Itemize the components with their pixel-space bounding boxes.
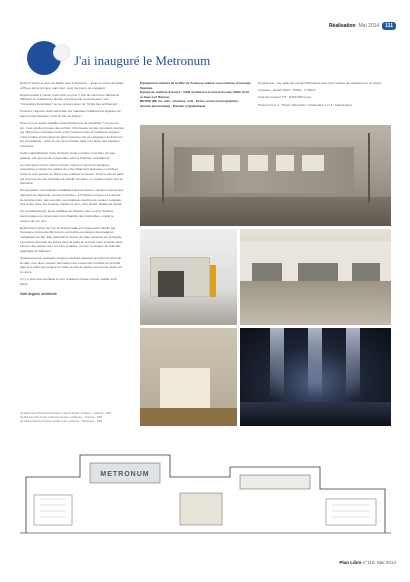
body-paragraph: Le volumétrie est un volume simple, creusé et percé de quelques ouvertures. Lorsque les parties du cube initial sont enlevées ou évidées, celles-ci sont peintes en blanc pour marquer la césure. C'est le cas du patio qui reçoit un lieu de circulation à échelle humaine, un espace inséré tout en intériorité. xyxy=(20,162,124,186)
fact-line: Programme : une salle de concert 600 places avec trois studios de répétitions et un studio xyxy=(258,81,382,85)
body-paragraph: Judicieusement, quelques longues marches apparent la fusion du fond de la salle. Ces deux niveaux permettent aux personnes mobiles en sécurité plan et à celles qui veulent un vaste au bar de garder une bonne vision sur la scène. xyxy=(20,255,123,274)
lit-wall xyxy=(160,368,210,408)
body-paragraph: Pourtant, l'agence GGR sait traiter les matériaux traditionnels ligneaux de façon contemporaine, mais ici pas de brique ! xyxy=(20,109,121,118)
body-paragraph: Ce sont Monoboyé, jaune outillage de l'Electro, dès vu que (Toulées électroniques ou récemment à la Chapelle des Carmélites, emplie le volume de son son. xyxy=(20,209,114,223)
concert-hall-photo xyxy=(240,328,391,426)
issue-number: n°119. Mai 2014 xyxy=(362,560,396,565)
fact-line: Photos 0.0 et 4 : Thierry Schneider / Vraisemblé 1 et 3 : Gaël Anguot xyxy=(258,102,352,107)
letter-cutout xyxy=(248,155,268,171)
letter-cutout xyxy=(276,155,294,171)
letter-cutout xyxy=(222,155,240,171)
credit-line: BETEM (BE mo, élec, structure, vrd) - Scéno scène (scénographie) - Gemiza (acoustique) - Batelier (signalétique) xyxy=(140,99,240,108)
footnotes xyxy=(20,412,124,425)
footnote: (1) Maître des Architectures Associées // Tout de Regain, architecte – Toulouse – 1987 xyxy=(20,412,112,415)
interior-photo xyxy=(140,328,237,426)
project-facts xyxy=(258,81,390,110)
body-paragraph: Il n'y a plus qu'à souhaiter le son, d'ailleurs d'assez bonne qualité qu'ici (Ikel)! xyxy=(20,276,118,286)
wood-floor xyxy=(140,408,237,426)
article-column-1 xyxy=(20,81,124,297)
stage-light xyxy=(346,328,360,398)
white-circle-decoration xyxy=(53,44,70,61)
fact-line: Livraison : janvier 2014 - SHON : 2 758m² xyxy=(258,88,316,93)
courtyard-photo xyxy=(240,229,391,325)
stage-light xyxy=(308,328,322,398)
author-signature: Gaël Anguot, architecte xyxy=(20,292,57,297)
plaza-ground xyxy=(140,197,391,226)
glazing xyxy=(298,263,338,281)
page-header xyxy=(329,22,396,30)
courtyard-floor xyxy=(240,281,391,325)
credit-line: Équipement culturel de la Ville de Toulouse réalisé sous maîtrise d'ouvrage Oppidea xyxy=(140,81,251,90)
entrance-opening xyxy=(158,271,184,297)
elevation-drawing xyxy=(20,437,391,545)
page-number-badge: 111 xyxy=(382,22,396,30)
lamp-post xyxy=(162,133,164,203)
project-credits xyxy=(140,81,251,109)
yellow-accent xyxy=(210,265,216,297)
letter-cutout xyxy=(192,155,214,171)
page-footer xyxy=(339,560,396,565)
glazing xyxy=(352,263,380,281)
footnote: (3) GGR architectes associés et Gilles Lopez, architecte – Monbergue – 2009 xyxy=(20,420,103,424)
stage-light xyxy=(270,328,284,398)
lamp-post xyxy=(368,133,370,203)
body-paragraph: Entièrement vêtue de noir, la Grande salle est uniquement rebelle par l'enseigne lumineuse Metronum, accrochée au-dessus des étagères métalliques du bar. Elle reproduit le dessin de cette présente sur la façade. La lumière découpe les lettres dans la peau de la boîte noire et laisse ainsi l'œuvre des clartés tous, les plus sculptés, comme l'enseigne de l'identité graphique du bâtiment. xyxy=(20,225,123,253)
credit-line: Equipe de maîtrise d'œuvre : GGR architectes (Laurent Gouwy, Malin Ortiz et Jean-Luc Ramos) xyxy=(140,90,250,99)
fact-line: Coût des travaux HT : 5 000 000 euros xyxy=(258,95,312,100)
body-paragraph: Entre th. Entre le sexe du ballon tous à Toulouse..., Entre le retour du ballon coffre et lancé (et quel, sans faut, sans (serveurs ou engages). xyxy=(20,81,124,90)
magazine-name: Plan Libre xyxy=(339,560,362,565)
section-label: Réalisation xyxy=(328,23,356,29)
facade-photo xyxy=(140,125,391,226)
body-paragraph: Depuis quand il n'avoir reçus plus ou pour !! Car de nombreux bâtiments affichant ce matériau en façade ont été perdu ou recouverts, ses "immeubles Décoration" ou les univers aisés de "Ordre des architectes". xyxy=(20,92,120,106)
letter-cutout xyxy=(302,155,324,171)
body-paragraph: En opposition, des finitions métalliques jaunes dorées, ciselées comme des éléments de bijouterie, viennent trancher. À l'intérieur comme à l'extérieur de la boîte noire, par exemple, ses quelques touches de couleur, lesquels, font le lien entre les espaces publics et ceux, plus privés, dédiés au travail. xyxy=(20,188,124,207)
drawing-sign-text: METRONUM xyxy=(100,471,150,478)
body-paragraph: Cette matérialisation brute du béton coulé en place n'est bien sûr pas gratuite, elle permet de comprendre sans à l'intérieur du bâtiment. xyxy=(20,151,115,160)
body-paragraph: Peut on pour autant qualifier cette architecture de brutaliste ? Ce qui est sûr, c'est qu'elle propose une écriture riche basée sur des procédés simples qui offrent des contrastes forts entre l'intérieur lisse et l'extérieur rugueux ; entre l'ombre et la lumière (le patio lumineux par ses dégorges donnant sur les circulations) ; entre la noir de la Grande salle et la blanc des espaces extérieurs. xyxy=(20,120,124,148)
exterior-photo xyxy=(140,229,237,325)
footnote: (2) ANA avec Plan Centre et Mureaux Designs, architectes – Toulouse – 1987 xyxy=(20,416,103,420)
article-title: J'ai inauguré le Metronum xyxy=(74,53,211,68)
glazing xyxy=(252,263,282,281)
stage xyxy=(240,402,391,426)
issue-date: Mai 2014 xyxy=(358,23,380,29)
